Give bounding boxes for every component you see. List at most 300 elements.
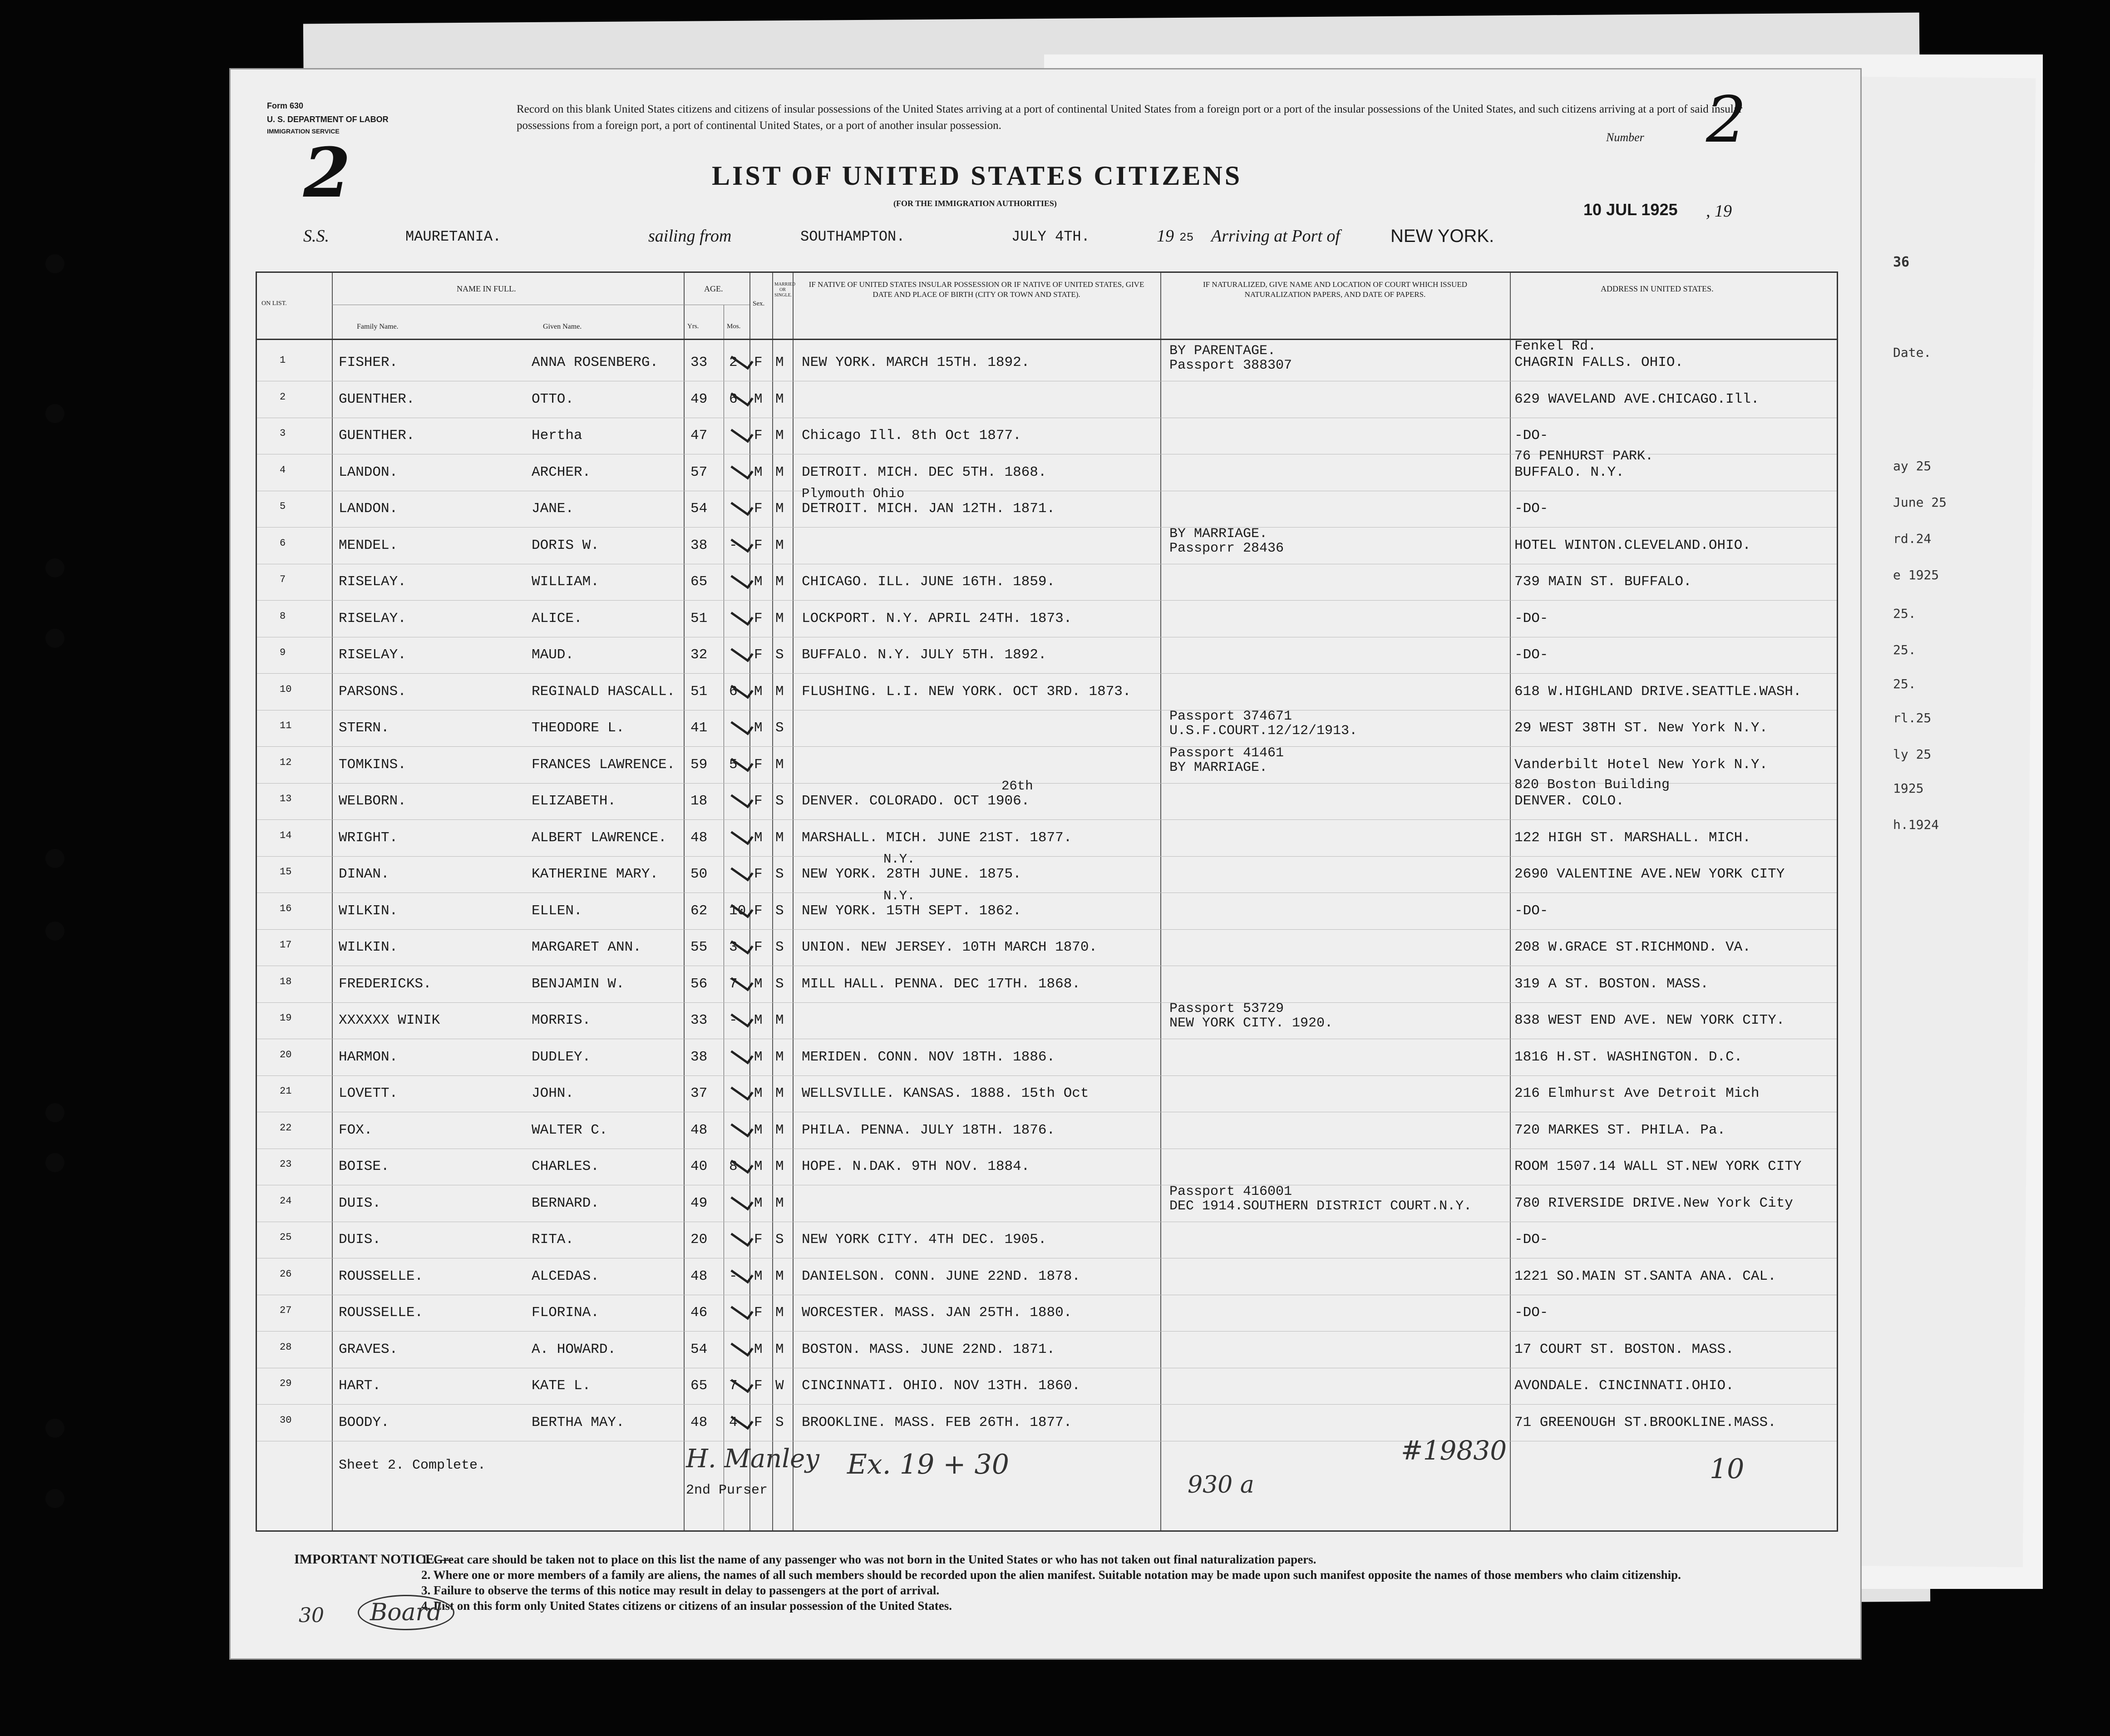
marital-status: M [775, 574, 784, 590]
header-yrs: Yrs. [687, 323, 699, 330]
row-rule [257, 1404, 1837, 1405]
form-title: LIST OF UNITED STATES CITIZENS [712, 161, 1242, 191]
row-number: 5 [280, 501, 286, 512]
family-name: LANDON. [339, 464, 398, 480]
check-mark [730, 459, 754, 479]
us-address-line-1: 820 Boston Building [1514, 777, 1670, 793]
age-years: 20 [690, 1232, 708, 1248]
naturalization-line-2: Passporr 28436 [1169, 540, 1284, 556]
header-given-name: Given Name. [543, 323, 582, 330]
marital-status: M [775, 683, 784, 700]
table-row [257, 1223, 1837, 1260]
table-row [257, 852, 1837, 894]
sex: M [754, 1159, 763, 1174]
header-name-in-full: NAME IN FULL. [457, 284, 516, 293]
table-row [257, 1369, 1837, 1406]
row-rule [257, 1075, 1837, 1076]
naturalization-line-2: BY MARRIAGE. [1169, 760, 1268, 775]
table-row [257, 967, 1837, 1004]
naturalization-line-1: Passport 374671 [1169, 709, 1292, 724]
sex: M [754, 720, 763, 736]
sex: F [754, 428, 763, 444]
birth-place-date: NEW YORK. 15TH SEPT. 1862. [802, 903, 1021, 919]
table-row [257, 382, 1837, 419]
birth-place-date: CHICAGO. ILL. JUNE 16TH. 1859. [802, 574, 1055, 590]
birth-place-date: FLUSHING. L.I. NEW YORK. OCT 3RD. 1873. [802, 683, 1131, 700]
header-bottom [257, 339, 1837, 340]
check-mark [730, 788, 754, 808]
sex: M [754, 1049, 763, 1065]
age-months: 5 [729, 756, 738, 773]
us-address: DENVER. COLO. [1514, 793, 1624, 809]
header-address: ADDRESS IN UNITED STATES. [1601, 284, 1714, 293]
table-row [257, 339, 1837, 383]
us-address: BUFFALO. N.Y. [1514, 464, 1624, 480]
marital-status: S [775, 866, 784, 882]
naturalization-line-2: DEC 1914.SOUTHERN DISTRICT COURT.N.Y. [1169, 1198, 1472, 1214]
birth-place-date: WORCESTER. MASS. JAN 25TH. 1880. [802, 1305, 1072, 1321]
back-entry: 25. [1893, 606, 1916, 621]
us-address: -DO- [1514, 903, 1548, 919]
row-number: 7 [280, 574, 286, 585]
manifest-rows [257, 339, 1837, 1444]
back-entry: June 25 [1893, 495, 1947, 510]
naturalization-line-2: NEW YORK CITY. 1920. [1169, 1016, 1333, 1031]
marital-status: S [775, 793, 784, 809]
notice-item: 3. Failure to observe the terms of this notice may result in delay to passengers at the port of arrival. [421, 1583, 940, 1597]
sheet-mark: 2 [303, 133, 351, 213]
marital-status: M [775, 1049, 784, 1065]
handwritten-10: 10 [1710, 1453, 1745, 1485]
form-subtitle: (FOR THE IMMIGRATION AUTHORITIES) [893, 199, 1057, 208]
us-address: -DO- [1514, 610, 1548, 626]
given-name: KATE L. [532, 1378, 591, 1394]
department: U. S. DEPARTMENT OF LABOR [267, 115, 389, 124]
sex: F [754, 355, 763, 370]
age-years: 49 [690, 391, 708, 407]
age-years: 38 [690, 537, 708, 553]
given-name: ARCHER. [532, 464, 591, 480]
age-months: 7 [729, 1378, 738, 1394]
age-years: 33 [690, 1012, 708, 1028]
birth-place-date: Chicago Ill. 8th Oct 1877. [802, 428, 1021, 444]
table-row [257, 565, 1837, 602]
given-name: BERTHA MAY. [532, 1414, 625, 1430]
check-mark [730, 1337, 754, 1356]
check-mark [730, 1080, 754, 1100]
table-row [257, 528, 1837, 566]
marital-status: M [775, 1122, 784, 1138]
age-years: 65 [690, 1378, 708, 1394]
table-row [257, 930, 1837, 967]
given-name: ANNA ROSENBERG. [532, 355, 659, 370]
table-row [257, 486, 1837, 529]
family-name: HARMON. [339, 1049, 398, 1065]
check-mark [730, 1300, 754, 1320]
year-label: , 19 [1706, 202, 1732, 221]
given-name: ALBERT LAWRENCE. [532, 829, 667, 846]
age-years: 49 [690, 1195, 708, 1211]
margin-note-board: Board [358, 1595, 454, 1630]
row-number: 17 [280, 939, 292, 951]
birth-place-date: MILL HALL. PENNA. DEC 17TH. 1868. [802, 976, 1080, 992]
row-number: 22 [280, 1122, 292, 1134]
us-address: -DO- [1514, 1305, 1548, 1321]
notice-item: 2. Where one or more members of a family are aliens, the names of all such members should be recorded upon the alien manifest. Suitable notation may be made upon such manifest opposite the names of those members who claim citizenship. [421, 1568, 1681, 1582]
row-number: 29 [280, 1378, 292, 1389]
header-birth: IF NATIVE OF UNITED STATES INSULAR POSSESSION OR IF NATIVE OF UNITED STATES, GIVE DATE AND PLACE OF BIRTH (CITY OR TOWN AND STATE). [809, 280, 1144, 299]
check-mark [730, 496, 754, 516]
us-address: 739 MAIN ST. BUFFALO. [1514, 574, 1692, 590]
header-on-list: ON LIST. [261, 300, 287, 307]
family-name: DUIS. [339, 1232, 381, 1248]
birth-place-date: BROOKLINE. MASS. FEB 26TH. 1877. [802, 1414, 1072, 1430]
sex: F [754, 1378, 763, 1394]
sex: F [754, 793, 763, 809]
signer-title: 2nd Purser [686, 1483, 768, 1498]
sex: F [754, 610, 763, 626]
sex: F [754, 903, 763, 919]
age-years: 48 [690, 1122, 708, 1138]
binder-hole [45, 404, 64, 423]
age-years: 59 [690, 756, 708, 773]
naturalization-line-2: U.S.F.COURT.12/12/1913. [1169, 723, 1358, 739]
table-row [257, 888, 1837, 931]
naturalization-line-1: Passport 416001 [1169, 1184, 1292, 1199]
binder-hole [45, 1419, 64, 1438]
us-address: 2690 VALENTINE AVE.NEW YORK CITY [1514, 866, 1785, 882]
marital-status: M [775, 610, 784, 626]
given-name: MORRIS. [532, 1012, 591, 1028]
sex: F [754, 756, 763, 773]
birth-place-date: DANIELSON. CONN. JUNE 22ND. 1878. [802, 1268, 1080, 1284]
age-years: 62 [690, 903, 708, 919]
age-years: 38 [690, 1049, 708, 1065]
binder-hole [45, 629, 64, 648]
age-years: 54 [690, 1341, 708, 1357]
age-years: 50 [690, 866, 708, 882]
us-address: -DO- [1514, 428, 1548, 444]
family-name: GUENTHER. [339, 391, 415, 407]
sex: M [754, 1012, 763, 1028]
row-number: 24 [280, 1195, 292, 1207]
given-name: MARGARET ANN. [532, 939, 641, 955]
sex: M [754, 464, 763, 480]
check-mark [730, 569, 754, 589]
instruction-text: Record on this blank United States citizens and citizens of insular possessions of the United States arriving at a port of continental United States from a foreign port or a port of the insular possessions of the United States, and such citizens arriving at a port of said insular possessions from a foreign port, a port of continental United States, or a port of another insular possession. [517, 103, 1743, 132]
back-entry: h.1924 [1893, 817, 1939, 832]
given-name: ELIZABETH. [532, 793, 616, 809]
family-name: WRIGHT. [339, 829, 398, 846]
check-mark [730, 1044, 754, 1064]
sex: M [754, 1195, 763, 1211]
row-number: 20 [280, 1049, 292, 1060]
given-name: JOHN. [532, 1085, 574, 1101]
family-name: MENDEL. [339, 537, 398, 553]
manifest-sheet [229, 68, 1862, 1660]
us-address: CHAGRIN FALLS. OHIO. [1514, 355, 1684, 370]
table-row [257, 448, 1837, 493]
age-years: 51 [690, 610, 708, 626]
header-sex: Sex. [753, 300, 765, 307]
family-name: PARSONS. [339, 683, 406, 700]
age-years: 37 [690, 1085, 708, 1101]
row-number: 27 [280, 1305, 292, 1316]
service: IMMIGRATION SERVICE [267, 128, 340, 135]
age-years: 56 [690, 976, 708, 992]
row-number: 15 [280, 866, 292, 878]
binder-hole [45, 849, 64, 868]
table-row [257, 1186, 1837, 1223]
row-number: 30 [280, 1414, 292, 1426]
given-name: ALCEDAS. [532, 1268, 599, 1284]
header-mos: Mos. [727, 323, 741, 330]
us-address: 780 RIVERSIDE DRIVE.New York City [1514, 1195, 1793, 1211]
marital-status: M [775, 756, 784, 773]
table-row [257, 821, 1837, 858]
row-number: 18 [280, 976, 292, 987]
family-name: XXXXXX WINIK [339, 1012, 440, 1028]
back-page-date-label: Date. [1893, 345, 1932, 360]
given-name: A. HOWARD. [532, 1341, 616, 1357]
given-name: BENJAMIN W. [532, 976, 625, 992]
family-name: DUIS. [339, 1195, 381, 1211]
ship-name: MAURETANIA. [405, 228, 502, 245]
given-name: REGINALD HASCALL. [532, 683, 675, 700]
check-mark [730, 423, 754, 443]
check-mark [730, 1227, 754, 1247]
age-years: 18 [690, 793, 708, 809]
us-address: 216 Elmhurst Ave Detroit Mich [1514, 1085, 1760, 1101]
birth-place-date: WELLSVILLE. KANSAS. 1888. 15th Oct [802, 1085, 1089, 1101]
binder-hole [45, 1489, 64, 1508]
age-years: 48 [690, 1268, 708, 1284]
row-number: 23 [280, 1159, 292, 1170]
family-name: RISELAY. [339, 647, 406, 663]
row-number: 25 [280, 1232, 292, 1243]
family-name: FISHER. [339, 355, 398, 370]
age-years: 32 [690, 647, 708, 663]
age-years: 33 [690, 355, 708, 370]
marital-status: M [775, 1085, 784, 1101]
row-rule [257, 929, 1837, 930]
row-rule [257, 1331, 1837, 1332]
us-address: 1221 SO.MAIN ST.SANTA ANA. CAL. [1514, 1268, 1776, 1284]
marital-status: M [775, 1195, 784, 1211]
given-name: DORIS W. [532, 537, 599, 553]
check-mark [730, 861, 754, 881]
given-name: DUDLEY. [532, 1049, 591, 1065]
naturalization-line-2: Passport 388307 [1169, 358, 1292, 373]
row-rule [257, 673, 1837, 674]
sex: F [754, 647, 763, 663]
given-name: WILLIAM. [532, 574, 599, 590]
purser-signature: H. Manley [686, 1444, 819, 1474]
table-row [257, 1259, 1837, 1297]
family-name: HART. [339, 1378, 381, 1394]
us-address: 208 W.GRACE ST.RICHMOND. VA. [1514, 939, 1751, 955]
marital-status: S [775, 976, 784, 992]
birth-place-date: BOSTON. MASS. JUNE 22ND. 1871. [802, 1341, 1055, 1357]
table-row [257, 1076, 1837, 1114]
row-rule [257, 1002, 1837, 1003]
marital-status: M [775, 464, 784, 480]
age-months: - [729, 537, 738, 553]
notice-item: 1. Great care should be taken not to place on this list the name of any passenger who was not born in the United States or who has not taken out final naturalization papers. [421, 1553, 1316, 1566]
birth-place-date: UNION. NEW JERSEY. 10TH MARCH 1870. [802, 939, 1098, 955]
given-name: KATHERINE MARY. [532, 866, 659, 882]
age-years: 57 [690, 464, 708, 480]
voyage-date: JULY 4TH. [1011, 228, 1090, 245]
marital-status: M [775, 1341, 784, 1357]
row-number: 2 [280, 391, 286, 403]
sex: F [754, 1305, 763, 1321]
year-suffix: 25 [1179, 231, 1194, 244]
table-row [257, 1003, 1837, 1041]
given-name: FRANCES LAWRENCE. [532, 756, 675, 773]
sex: M [754, 1268, 763, 1284]
age-months: - [729, 1268, 738, 1284]
marital-status: W [775, 1378, 784, 1394]
age-years: 51 [690, 683, 708, 700]
birth-note: 26th [1001, 779, 1033, 794]
birth-place-date: CINCINNATI. OHIO. NOV 13TH. 1860. [802, 1378, 1080, 1394]
age-months: 6 [729, 683, 738, 700]
table-row [257, 1040, 1837, 1077]
age-months: 10 [729, 903, 746, 919]
row-number: 3 [280, 428, 286, 439]
row-number: 26 [280, 1268, 292, 1280]
us-address: -DO- [1514, 1232, 1548, 1248]
birth-place-date: MARSHALL. MICH. JUNE 21ST. 1877. [802, 829, 1072, 846]
notice-item: 4. List on this form only United States citizens or citizens of an insular possession of the United States. [421, 1599, 952, 1613]
sex: F [754, 1414, 763, 1430]
handwritten-time: 930 a [1188, 1471, 1254, 1499]
marital-status: M [775, 537, 784, 553]
given-name: OTTO. [532, 391, 574, 407]
given-name: FLORINA. [532, 1305, 599, 1321]
us-address: 319 A ST. BOSTON. MASS. [1514, 976, 1709, 992]
marital-status: M [775, 1268, 784, 1284]
age-years: 48 [690, 829, 708, 846]
family-name: FOX. [339, 1122, 373, 1138]
given-name: ALICE. [532, 610, 582, 626]
sex: M [754, 1122, 763, 1138]
row-number: 19 [280, 1012, 292, 1024]
row-number: 6 [280, 537, 286, 549]
age-months: 3 [729, 939, 738, 955]
us-address: AVONDALE. CINCINNATI.OHIO. [1514, 1378, 1734, 1394]
given-name: THEODORE L. [532, 720, 625, 736]
marital-status: M [775, 829, 784, 846]
back-entry: rl.25 [1893, 710, 1932, 725]
sex: M [754, 683, 763, 700]
us-address-line-1: Fenkel Rd. [1514, 339, 1597, 354]
header-age: AGE. [704, 284, 723, 293]
family-name: BOISE. [339, 1159, 389, 1174]
binder-hole [45, 1103, 64, 1122]
given-name: RITA. [532, 1232, 574, 1248]
marital-status: S [775, 939, 784, 955]
birth-place-date: NEW YORK CITY. 4TH DEC. 1905. [802, 1232, 1047, 1248]
marital-status: M [775, 1159, 784, 1174]
manifest-table [256, 271, 1838, 1532]
row-number: 28 [280, 1341, 292, 1353]
row-number: 10 [280, 683, 292, 695]
marital-status: S [775, 1232, 784, 1248]
sex: F [754, 537, 763, 553]
given-name: JANE. [532, 501, 574, 517]
family-name: WILKIN. [339, 903, 398, 919]
row-number: 9 [280, 647, 286, 658]
number-value: 2 [1706, 83, 1747, 157]
arrival-stamp: 10 JUL 1925 [1583, 200, 1678, 219]
check-mark [730, 1190, 754, 1210]
marital-status: S [775, 1414, 784, 1430]
table-row [257, 1149, 1837, 1187]
us-address: -DO- [1514, 501, 1548, 517]
age-months: 4 [729, 1414, 738, 1430]
family-name: RISELAY. [339, 610, 406, 626]
marital-status: M [775, 391, 784, 407]
row-rule [257, 856, 1837, 857]
row-number: 1 [280, 355, 286, 366]
table-row [257, 711, 1837, 748]
family-name: GUENTHER. [339, 428, 415, 444]
marital-status: M [775, 1012, 784, 1028]
birth-note: N.Y. [883, 888, 915, 903]
back-entry: 1925 [1893, 781, 1924, 796]
birth-place-date: DETROIT. MICH. JAN 12TH. 1871. [802, 501, 1055, 517]
marital-status: M [775, 355, 784, 370]
row-number: 13 [280, 793, 292, 804]
sex: M [754, 829, 763, 846]
sailing-label: sailing from [648, 227, 732, 246]
marital-status: S [775, 903, 784, 919]
age-years: 40 [690, 1159, 708, 1174]
number-label: Number [1606, 131, 1644, 144]
us-address: 71 GREENOUGH ST.BROOKLINE.MASS. [1514, 1414, 1776, 1430]
header-married: MARRIED OR SINGLE. [774, 282, 796, 298]
table-row [257, 1296, 1837, 1333]
given-name: Hertha [532, 428, 582, 444]
header-family-name: Family Name. [357, 323, 399, 330]
given-name: CHARLES. [532, 1159, 599, 1174]
handwritten-note: Ex. 19 + 30 [847, 1449, 1009, 1480]
sex: M [754, 391, 763, 407]
row-number: 14 [280, 829, 292, 841]
age-years: 41 [690, 720, 708, 736]
sex: M [754, 1341, 763, 1357]
binder-hole [45, 1153, 64, 1172]
back-entry: ay 25 [1893, 459, 1932, 473]
age-years: 47 [690, 428, 708, 444]
naturalization-line-1: Passport 53729 [1169, 1001, 1284, 1016]
row-number: 21 [280, 1085, 292, 1097]
age-months: 6 [729, 391, 738, 407]
marital-status: S [775, 720, 784, 736]
port-from: SOUTHAMPTON. [800, 228, 905, 245]
birth-place-date: LOCKPORT. N.Y. APRIL 24TH. 1873. [802, 610, 1072, 626]
naturalization-line-1: Passport 41461 [1169, 745, 1284, 761]
family-name: FREDERICKS. [339, 976, 432, 992]
age-years: 46 [690, 1305, 708, 1321]
birth-place-date: DENVER. COLORADO. OCT 1906. [802, 793, 1030, 809]
sex: M [754, 1085, 763, 1101]
us-address: ROOM 1507.14 WALL ST.NEW YORK CITY [1514, 1159, 1802, 1174]
back-entry: rd.24 [1893, 531, 1932, 546]
family-name: ROUSSELLE. [339, 1268, 424, 1284]
